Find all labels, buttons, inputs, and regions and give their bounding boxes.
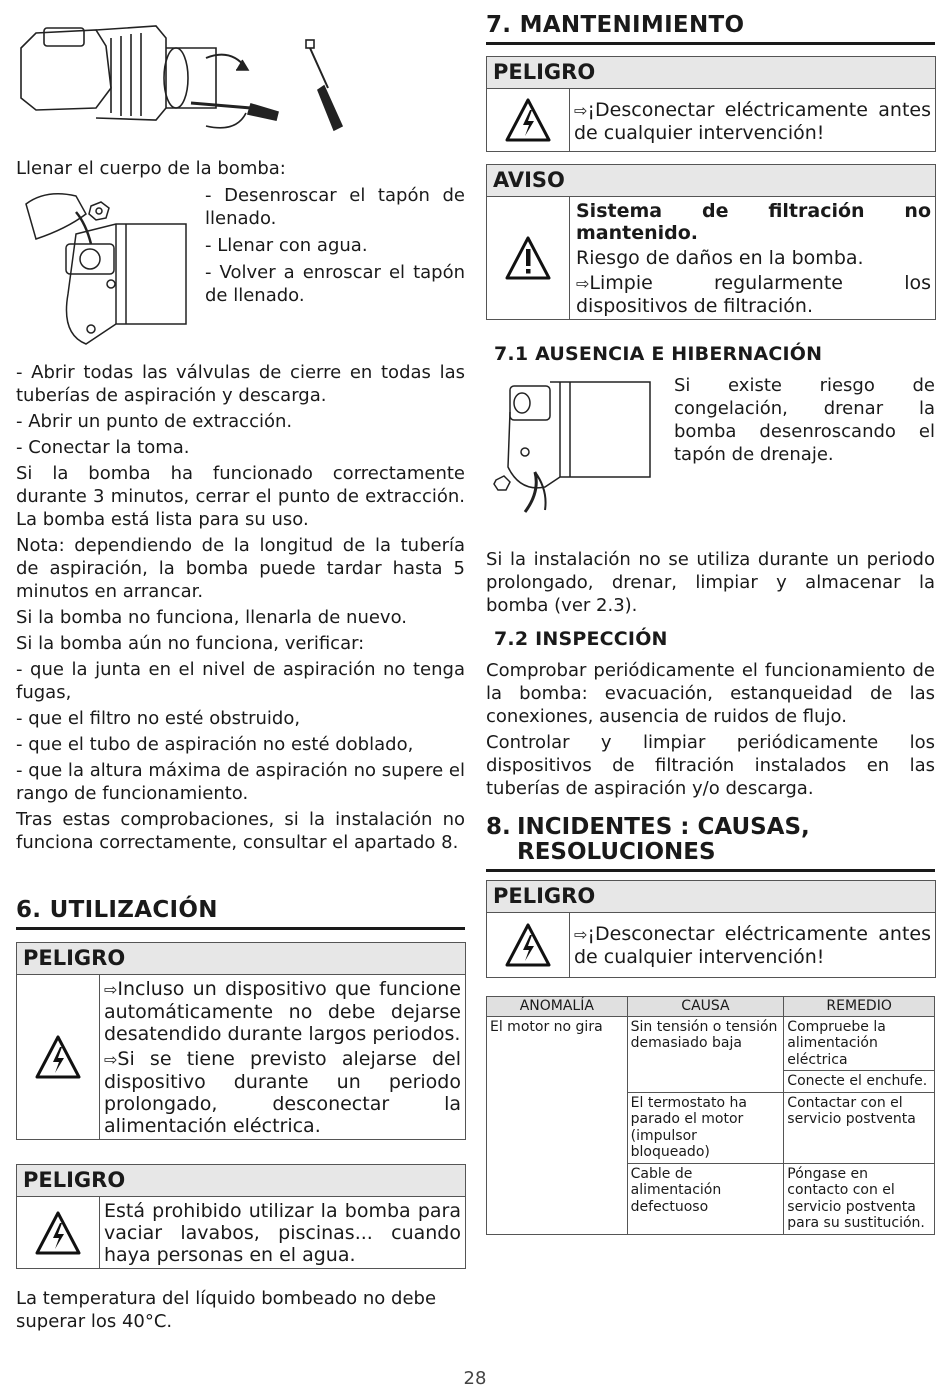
danger-item-1: Incluso un dispositivo que funcione automáticamente no debe dejarse desatendido durante largos periodos. xyxy=(104,978,461,1045)
page-number: 28 xyxy=(463,1368,487,1389)
danger-text: Está prohibido utilizar la bomba para vaciar lavabos, piscinas... cuando haya personas en el agua. xyxy=(104,1200,461,1266)
section-8-number: 8. xyxy=(486,814,511,840)
warning-bold-text: Sistema de filtración no mantenido. xyxy=(576,200,931,244)
paragraph: - que el tubo de aspiración no esté doblado, xyxy=(16,734,414,755)
section-7-title: 7. MANTENIMIENTO xyxy=(486,12,935,45)
pump-drain-illustration xyxy=(490,372,660,522)
section-8-title xyxy=(486,815,935,872)
danger-box-disconnect xyxy=(486,56,936,152)
temperature-note: La temperatura del líquido bombeado no debe superar los 40°C. xyxy=(16,1288,437,1332)
paragraph: - Conectar la toma. xyxy=(16,437,190,458)
fill-step-2: - Llenar con agua. xyxy=(205,235,368,256)
table-cell-cause: El termostato ha parado el motor (impulsor bloqueado) xyxy=(627,1092,784,1163)
electric-hazard-icon xyxy=(487,913,570,977)
danger-box-pools xyxy=(16,1164,466,1269)
warning-risk-text: Riesgo de daños en la bomba. xyxy=(576,247,864,269)
paragraph: - que la altura máxima de aspiración no supere el rango de funcionamiento. xyxy=(16,760,465,804)
table-header: ANOMALÍA xyxy=(487,997,628,1017)
paragraph: Nota: dependiendo de la longitud de la tubería de aspiración, la bomba puede tardar hasta 5 minutos en arrancar. xyxy=(16,535,465,602)
section-7-1-paragraph: Si la instalación no se utiliza durante un periodo prolongado, drenar, limpiar y almacenar la bomba (ver 2.3). xyxy=(486,549,935,616)
electric-hazard-icon xyxy=(487,89,570,151)
arrow-icon: ⇨ xyxy=(576,274,590,293)
warning-box-title: AVISO xyxy=(487,165,935,197)
section-6-title: 6. UTILIZACIÓN xyxy=(16,897,465,930)
section-7-2-paragraph-2: Controlar y limpiar periódicamente los dispositivos de filtración instalados en las tuberías de aspiración y/o descarga. xyxy=(486,732,935,799)
danger-box-disconnect-2 xyxy=(486,880,936,978)
paragraph: Si la bomba no funciona, llenarla de nuevo. xyxy=(16,607,407,628)
table-cell-cause: Sin tensión o tensión demasiado baja xyxy=(627,1016,784,1092)
danger-box-title: PELIGRO xyxy=(487,881,935,913)
paragraph: - que la junta en el nivel de aspiración no tenga fugas, xyxy=(16,659,465,703)
danger-box-title: PELIGRO xyxy=(487,57,935,89)
paragraph: - Abrir un punto de extracción. xyxy=(16,411,293,432)
pump-filling-illustration xyxy=(16,184,201,354)
electric-hazard-icon xyxy=(17,975,100,1139)
section-7-2-paragraph-1: Comprobar periódicamente el funcionamiento de la bomba: evacuación, estanqueidad de las conexiones, ausencia de ruidos de flujo. xyxy=(486,660,935,727)
section-7-1-text: Si existe riesgo de congelación, drenar la bomba desenroscando el tapón de drenaje. xyxy=(674,375,935,465)
fill-step-1: - Desenroscar el tapón de llenado. xyxy=(205,185,465,229)
fill-step-3: - Volver a enroscar el tapón de llenado. xyxy=(205,262,465,306)
fill-intro: Llenar el cuerpo de la bomba: xyxy=(16,158,286,179)
section-7-1-title: 7.1 AUSENCIA E HIBERNACIÓN xyxy=(494,343,823,365)
pump-screwdriver-illustration xyxy=(16,8,356,148)
warning-action-text: Limpie regularmente los dispositivos de filtración. xyxy=(576,272,931,317)
arrow-icon: ⇨ xyxy=(574,101,588,120)
table-cell-remedy: Póngase en contacto con el servicio postventa para su sustitución. xyxy=(784,1163,935,1234)
danger-box-unattended xyxy=(16,942,466,1140)
arrow-icon: ⇨ xyxy=(574,925,588,944)
danger-text: ¡Desconectar eléctricamente antes de cualquier intervención! xyxy=(574,99,931,144)
paragraph: Tras estas comprobaciones, si la instalación no funciona correctamente, consultar el apartado 8. xyxy=(16,809,465,853)
table-cell-anomaly: El motor no gira xyxy=(487,1016,628,1234)
danger-text: ¡Desconectar eléctricamente antes de cualquier intervención! xyxy=(574,923,931,968)
table-cell-remedy: Contactar con el servicio postventa xyxy=(784,1092,935,1163)
table-cell-remedy: Compruebe la alimentación eléctrica xyxy=(784,1016,935,1071)
instructions-block xyxy=(16,361,465,854)
section-8-title-line-2: RESOLUCIONES xyxy=(517,839,716,865)
warning-exclamation-icon xyxy=(487,197,570,319)
danger-box-title: PELIGRO xyxy=(17,1165,465,1197)
incidents-table xyxy=(486,996,935,1235)
arrow-icon: ⇨ xyxy=(104,1050,118,1069)
paragraph: Si la bomba aún no funciona, verificar: xyxy=(16,633,365,654)
danger-box-title: PELIGRO xyxy=(17,943,465,975)
table-header: CAUSA xyxy=(627,997,784,1017)
section-7-2-title: 7.2 INSPECCIÓN xyxy=(494,628,668,650)
table-header: REMEDIO xyxy=(784,997,935,1017)
paragraph: Si la bomba ha funcionado correctamente durante 3 minutos, cerrar el punto de extracción. La bomba está lista para su uso. xyxy=(16,463,465,530)
arrow-icon: ⇨ xyxy=(104,980,118,999)
table-cell-remedy: Conecte el enchufe. xyxy=(784,1071,935,1093)
paragraph: - que el filtro no esté obstruido, xyxy=(16,708,301,729)
paragraph: - Abrir todas las válvulas de cierre en todas las tuberías de aspiración y descarga. xyxy=(16,362,465,406)
section-8-title-line-1: INCIDENTES : CAUSAS, xyxy=(517,814,810,840)
electric-hazard-icon xyxy=(17,1197,100,1268)
warning-box-filtration xyxy=(486,164,936,320)
danger-item-2: Si se tiene previsto alejarse del dispositivo durante un periodo prolongado, desconectar la alimentación eléctrica. xyxy=(104,1048,461,1137)
table-cell-cause: Cable de alimentación defectuoso xyxy=(627,1163,784,1234)
